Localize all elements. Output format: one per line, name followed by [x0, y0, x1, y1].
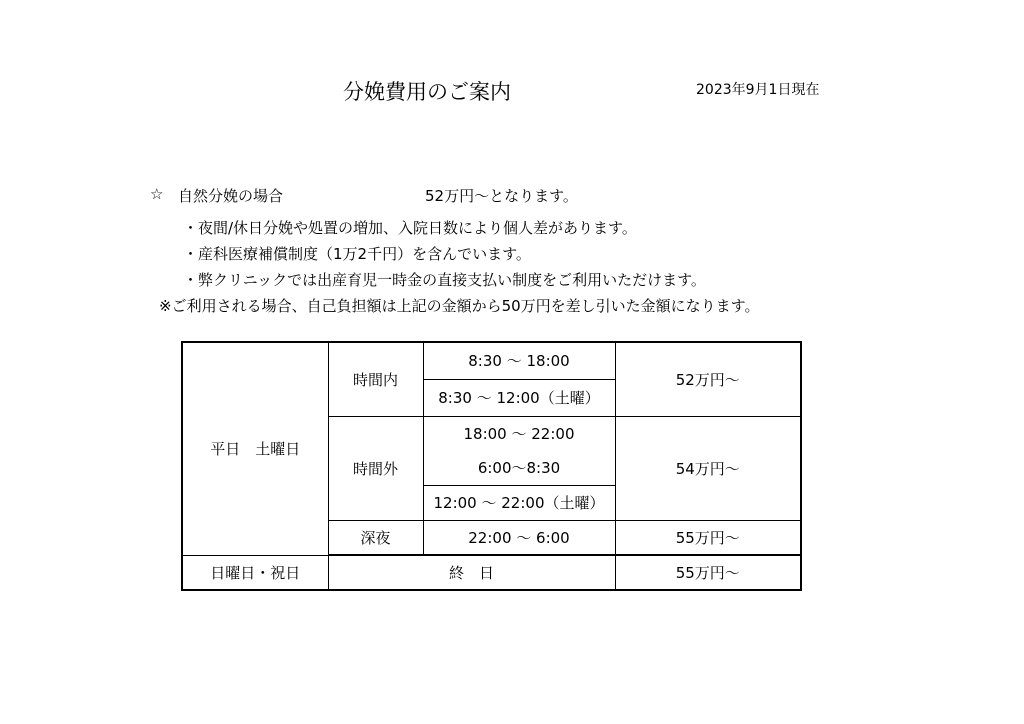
fee-table — [181, 341, 802, 591]
holiday-label: 日曜日・祝日 — [182, 555, 328, 590]
holiday-price: 55万円～ — [615, 555, 801, 590]
star-icon: ☆ — [150, 185, 164, 203]
out-hours-time-evening: 18:00 ～ 22:00 — [423, 416, 615, 450]
page-title: 分娩費用のご案内 — [343, 80, 511, 104]
natural-birth-label: 自然分娩の場合 — [178, 187, 284, 205]
note-item: ・夜間/休日分娩や処置の増加、入院日数により個人差があります。 — [183, 219, 637, 237]
out-hours-time-saturday: 12:00 ～ 22:00（土曜） — [423, 485, 615, 520]
note-item: ・産科医療補償制度（1万2千円）を含んでいます。 — [183, 245, 531, 263]
out-hours-label: 時間外 — [328, 416, 423, 520]
holiday-time: 終 日 — [328, 555, 615, 590]
in-hours-price: 52万円～ — [615, 342, 801, 416]
late-night-time: 22:00 ～ 6:00 — [423, 520, 615, 555]
late-night-label: 深夜 — [328, 520, 423, 555]
note-item: ・弊クリニックでは出産育児一時金の直接支払い制度をご利用いただけます。 — [183, 271, 706, 289]
out-hours-price: 54万円～ — [615, 416, 801, 520]
out-hours-time-morning: 6:00～8:30 — [423, 450, 615, 485]
in-hours-time-saturday: 8:30 ～ 12:00（土曜） — [423, 379, 615, 416]
note-item: ※ご利用される場合、自己負担額は上記の金額から50万円を差し引いた金額になります。 — [159, 297, 760, 315]
natural-birth-price: 52万円～となります。 — [425, 187, 578, 205]
in-hours-label: 時間内 — [328, 342, 423, 416]
in-hours-time-weekday: 8:30 ～ 18:00 — [423, 342, 615, 379]
late-night-price: 55万円～ — [615, 520, 801, 555]
weekday-saturday-label: 平日 土曜日 — [182, 342, 328, 555]
effective-date: 2023年9月1日現在 — [696, 82, 820, 98]
